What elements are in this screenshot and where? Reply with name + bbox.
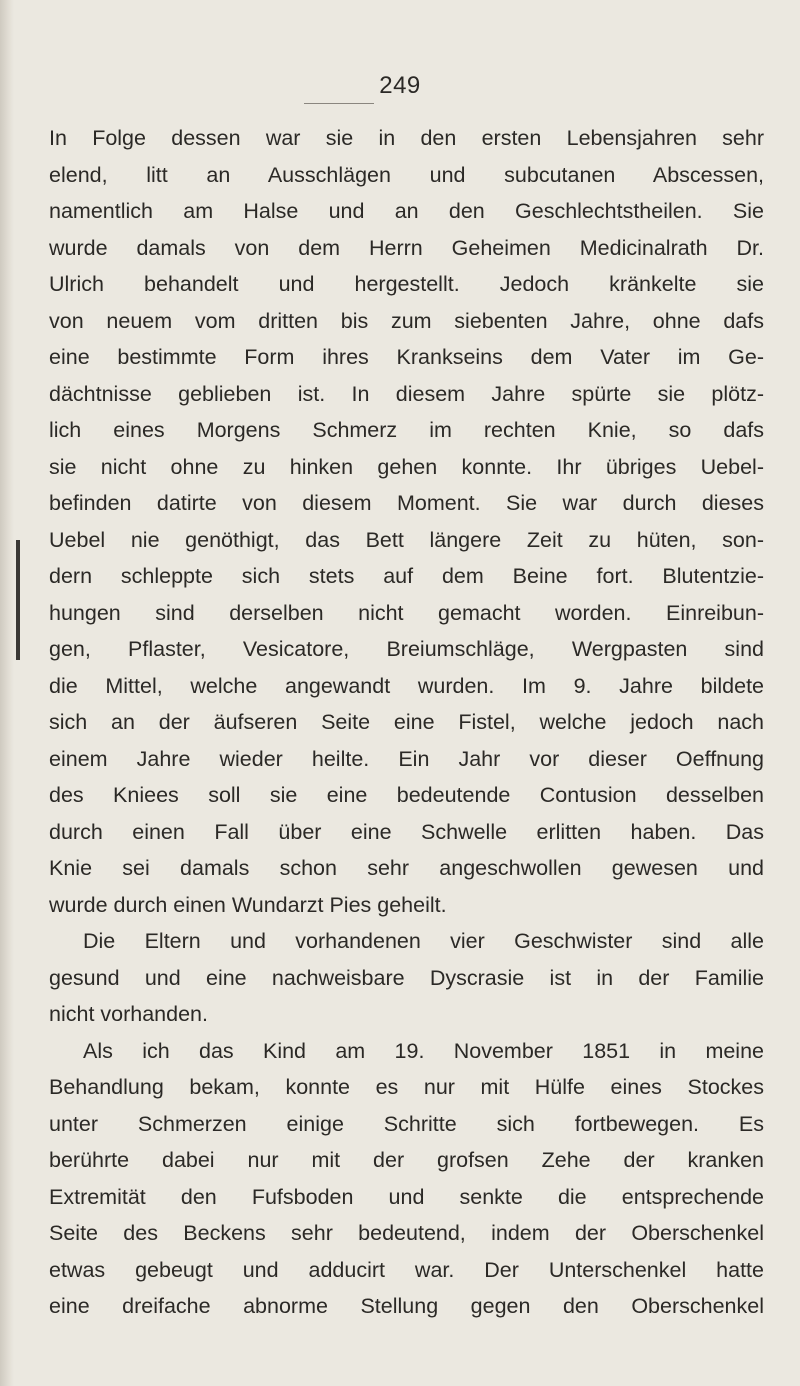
text-line: namentlich am Halse und an den Geschlechtstheilen. Sie	[49, 199, 764, 223]
text-line: berührte dabei nur mit der grofsen Zehe der kranken	[49, 1148, 764, 1172]
text-line: Seite des Beckens sehr bedeutend, indem der Oberschenkel	[49, 1221, 764, 1245]
text-line: einem Jahre wieder heilte. Ein Jahr vor dieser Oeffnung	[49, 746, 764, 771]
gutter-bleed-line	[16, 540, 20, 660]
text-line: befinden datirte von diesem Moment. Sie war durch dieses	[49, 491, 764, 515]
text-line: dächtnisse geblieben ist. In diesem Jahre spürte sie plötz-	[49, 381, 764, 406]
text-line: In Folge dessen war sie in den ersten Lebensjahren sehr	[49, 126, 764, 150]
text-line: Knie sei damals schon sehr angeschwollen gewesen und	[49, 856, 764, 880]
text-line: wurde durch einen Wundarzt Pies geheilt.	[49, 892, 447, 917]
text-line: die Mittel, welche angewandt wurden. Im 9. Jahre bildete	[49, 673, 764, 698]
text-line: Uebel nie genöthigt, das Bett längere Zeit zu hüten, son-	[49, 527, 764, 552]
text-line: lich eines Morgens Schmerz im rechten Knie, so dafs	[49, 418, 764, 442]
text-line: Als ich das Kind am 19. November 1851 in meine	[83, 1038, 764, 1063]
text-line: hungen sind derselben nicht gemacht worden. Einreibun-	[49, 600, 764, 625]
text-line: wurde damals von dem Herrn Geheimen Medicinalrath Dr.	[49, 235, 764, 260]
text-line: unter Schmerzen einige Schritte sich fortbewegen. Es	[49, 1111, 764, 1136]
text-line: Extremität den Fufsboden und senkte die entsprechende	[49, 1184, 764, 1209]
text-line: von neuem vom dritten bis zum siebenten Jahre, ohne dafs	[49, 308, 764, 333]
text-line: des Kniees soll sie eine bedeutende Contusion desselben	[49, 783, 764, 807]
text-line: gen, Pflaster, Vesicatore, Breiumschläge, Wergpasten sind	[49, 637, 764, 661]
text-line: gesund und eine nachweisbare Dyscrasie ist in der Familie	[49, 965, 764, 990]
text-line: eine bestimmte Form ihres Krankseins dem Vater im Ge-	[49, 345, 764, 369]
paragraph	[49, 1033, 764, 1325]
text-line: Behandlung bekam, konnte es nur mit Hülfe eines Stockes	[49, 1075, 764, 1099]
body-text	[49, 120, 764, 1325]
paragraph	[49, 120, 764, 923]
text-line: Ulrich behandelt und hergestellt. Jedoch kränkelte sie	[49, 272, 764, 296]
page-number: 249	[379, 72, 421, 99]
paragraph	[49, 923, 764, 1033]
page-number-rule	[304, 103, 374, 104]
page-gutter-shadow	[0, 0, 14, 1386]
text-line: sie nicht ohne zu hinken gehen konnte. Ihr übriges Uebel-	[49, 454, 764, 479]
text-line: durch einen Fall über eine Schwelle erlitten haben. Das	[49, 819, 764, 844]
text-line: dern schleppte sich stets auf dem Beine fort. Blutentzie-	[49, 564, 764, 588]
text-line: sich an der äufseren Seite eine Fistel, welche jedoch nach	[49, 710, 764, 734]
text-line: etwas gebeugt und adducirt war. Der Unterschenkel hatte	[49, 1257, 764, 1282]
text-line: elend, litt an Ausschlägen und subcutanen Abscessen,	[49, 162, 764, 187]
text-line: eine dreifache abnorme Stellung gegen den Oberschenkel	[49, 1294, 764, 1318]
text-line: nicht vorhanden.	[49, 1002, 208, 1026]
text-line: Die Eltern und vorhandenen vier Geschwister sind alle	[83, 929, 764, 953]
